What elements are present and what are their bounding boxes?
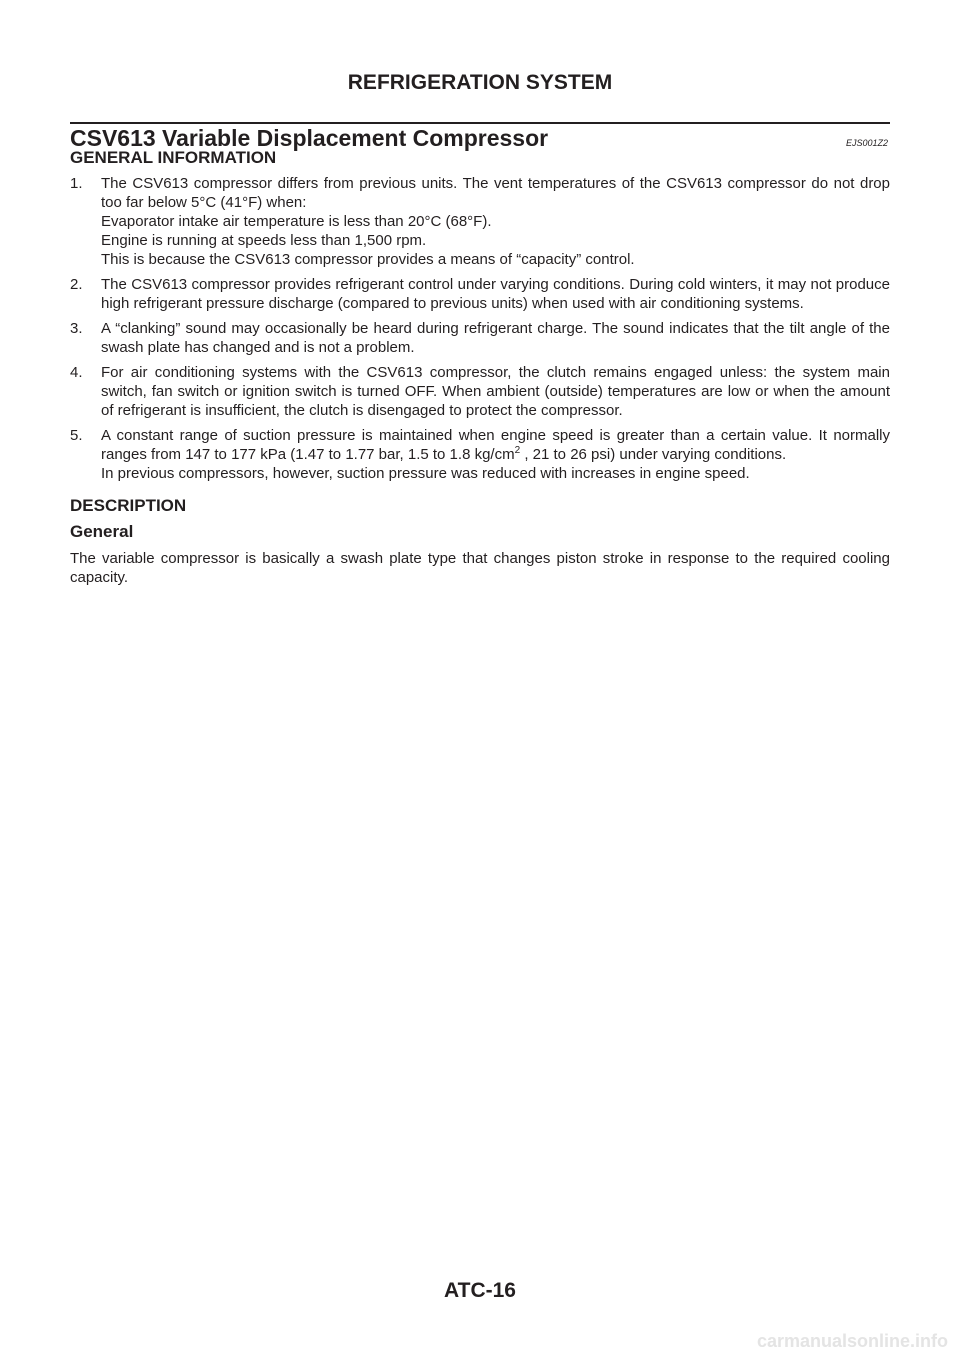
item-text [101, 426, 890, 464]
item-line: This is because the CSV613 compressor provides a means of “capacity” control. [101, 251, 635, 268]
item-number: 4. [70, 364, 83, 381]
description-paragraph: The variable compressor is basically a swash plate type that changes piston stroke in response to the required cooling capacity. [70, 550, 890, 586]
item-number: 1. [70, 175, 83, 192]
item-text: A “clanking” sound may occasionally be heard during refrigerant charge. The sound indicates that the tilt angle of the swash plate has changed and is not a problem. [101, 320, 890, 356]
description-heading: DESCRIPTION [70, 496, 187, 515]
page-header-title: REFRIGERATION SYSTEM [347, 71, 613, 94]
item-line: Engine is running at speeds less than 1,500 rpm. [101, 232, 427, 249]
item-text: The CSV613 compressor provides refrigerant control under varying conditions. During cold winters, it may not produce high refrigerant pressure discharge (compared to previous units) when used with air conditioning systems. [101, 276, 890, 312]
general-subheading: General [70, 522, 134, 541]
general-info-heading: GENERAL INFORMATION [70, 148, 277, 167]
item-line: In previous compressors, however, suction pressure was reduced with increases in engine speed. [101, 465, 750, 482]
list-item [70, 275, 890, 313]
item-line: Evaporator intake air temperature is less than 20°C (68°F). [101, 213, 492, 230]
section-title: CSV613 Variable Displacement Compressor [70, 125, 549, 151]
list-item [70, 319, 890, 357]
item-number: 3. [70, 320, 83, 337]
item-text: For air conditioning systems with the CSV613 compressor, the clutch remains engaged unless: the system main switch, fan switch or ignition switch is turned OFF. When ambient (outside) temperatures are low or when the amount of refrigerant is insufficient, the clutch is disengaged to protect the compressor. [101, 364, 890, 419]
item-text-part: A constant range of suction pressure is maintained when engine speed is greater than a certain value. It normally ranges from 147 to 177 kPa (1.47 to 1.77 bar, 1.5 to 1.8 kg/cm [101, 427, 890, 463]
section-code: EJS001Z2 [845, 138, 888, 148]
list-item [70, 174, 890, 269]
list-item [70, 426, 890, 483]
content-area [70, 148, 890, 587]
superscript: 2 [514, 445, 521, 456]
list-item [70, 363, 890, 420]
general-info-list [70, 174, 890, 483]
item-number: 5. [70, 427, 83, 444]
watermark-text: carmanualsonline.info [756, 1331, 948, 1351]
page-number: ATC-16 [444, 1279, 516, 1302]
item-text: The CSV613 compressor differs from previous units. The vent temperatures of the CSV613 compressor do not drop too far below 5°C (41°F) when: [101, 175, 890, 211]
item-text-part: , 21 to 26 psi) under varying conditions. [520, 446, 787, 463]
item-number: 2. [70, 276, 83, 293]
